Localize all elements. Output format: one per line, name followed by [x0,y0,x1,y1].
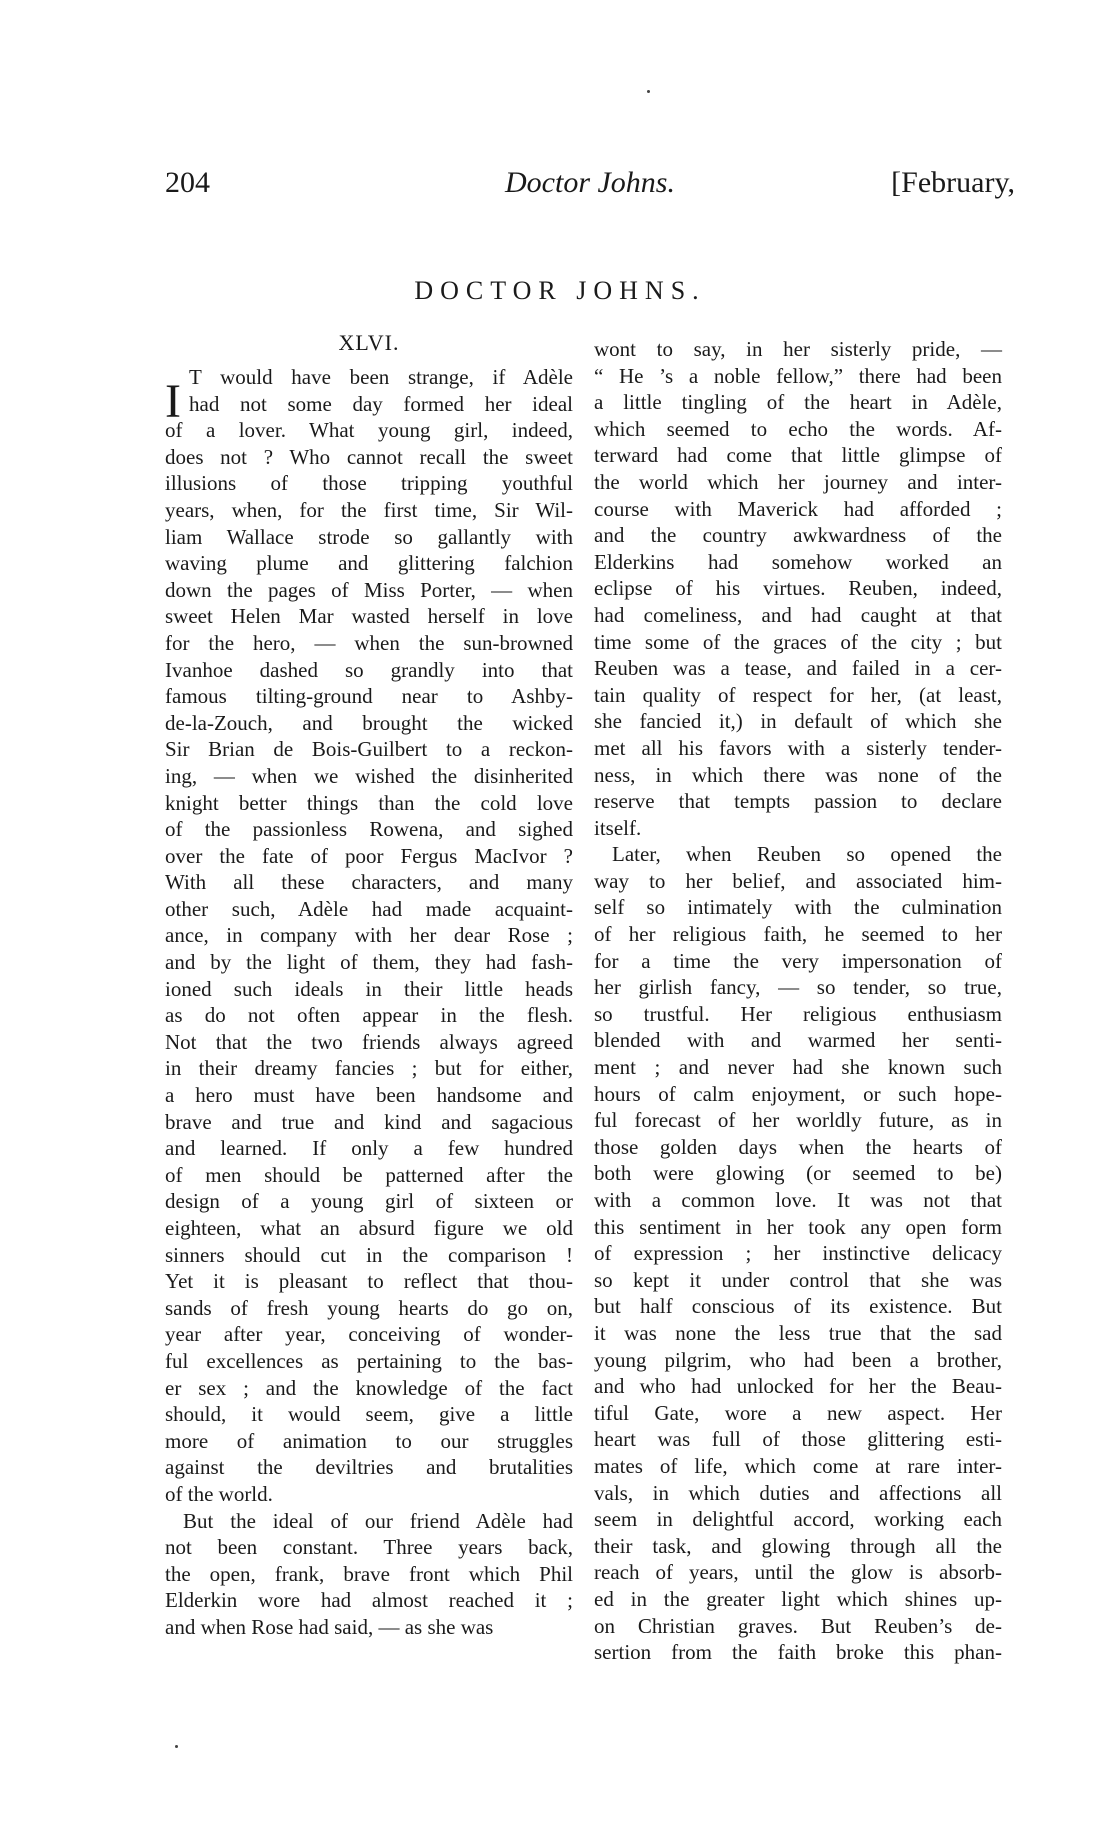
text-line: Yet it is pleasant to reflect that thou- [165,1269,573,1294]
text-line: as do not often appear in the flesh. [165,1003,573,1028]
article-title: DOCTOR JOHNS. [414,276,706,305]
text-line: met all his favors with a sisterly tender- [594,735,1002,760]
text-line: young pilgrim, who had been a brother, [594,1347,1002,1372]
text-line: reserve that tempts passion to declare [594,789,1002,814]
text-line: so kept it under control that she was [594,1267,1002,1292]
text-line: vals, in which duties and affections all [594,1480,1002,1505]
text-line: de-la-Zouch, and brought the wicked [165,710,573,735]
text-line: down the pages of Miss Porter, — when [165,577,573,602]
text-line: her girlish fancy, — so tender, so true, [594,975,1002,1000]
text-line: against the deviltries and brutalities [165,1455,573,1480]
text-line: both were glowing (or seemed to be) [594,1161,1002,1186]
text-line: ful excellences as pertaining to the bas- [165,1348,573,1373]
paper-speck [647,90,650,93]
text-line: waving plume and glittering falchion [165,551,573,576]
text-line: tain quality of respect for her, (at least, [594,682,1002,707]
text-line: over the fate of poor Fergus MacIvor ? [165,843,573,868]
text-line: “ He ’s a noble fellow,” there had been [594,363,1002,388]
text-line: Elderkins had somehow worked an [594,549,1002,574]
text-line: Ivanhoe dashed so grandly into that [165,657,573,682]
text-line: the world which her journey and inter- [594,469,1002,494]
text-line: But the ideal of our friend Adèle had [183,1508,573,1533]
text-line: eclipse of his virtues. Reuben, indeed, [594,576,1002,601]
text-line: Sir Brian de Bois-Guilbert to a reckon- [165,737,573,762]
left-column [165,364,573,1641]
text-line: other such, Adèle had made acquaint- [165,896,573,921]
text-line: itself. [594,815,642,840]
text-line: ment ; and never had she known such [594,1055,1002,1080]
text-line: more of animation to our struggles [165,1428,573,1453]
running-title: Doctor Johns. [505,166,675,199]
right-column [594,336,1002,1666]
text-line: does not ? Who cannot recall the sweet [165,444,573,469]
text-line: of expression ; her instinctive delicacy [594,1241,1002,1266]
text-line: terward had come that little glimpse of [594,443,1002,468]
text-line: self so intimately with the culmination [594,895,1002,920]
text-line: illusions of those tripping youthful [165,471,573,496]
text-line: Elderkin wore had almost reached it ; [165,1588,573,1613]
page-number: 204 [165,166,210,199]
text-line: time some of the graces of the city ; but [594,629,1002,654]
text-line: which seemed to echo the words. Af- [594,416,1002,441]
text-line: ness, in which there was none of the [594,762,1002,787]
text-line: and who had unlocked for her the Beau- [594,1374,1002,1399]
text-line: and by the light of them, they had fash- [165,950,573,975]
text-line: had not some day formed her ideal [189,391,573,416]
text-line: those golden days when the hearts of [594,1134,1002,1159]
text-line: design of a young girl of sixteen or [165,1189,573,1214]
text-line: of a lover. What young girl, indeed, [165,418,573,443]
text-line: eighteen, what an absurd figure we old [165,1216,573,1240]
text-line: er sex ; and the knowledge of the fact [165,1375,573,1400]
text-line: years, when, for the first time, Sir Wil- [165,497,573,522]
paper-speck [175,1745,178,1748]
text-line: of her religious faith, he seemed to her [594,922,1002,947]
text-line: it was none the less true that the sad [594,1320,1002,1345]
text-line: of men should be patterned after the [165,1162,573,1187]
text-line: in their dreamy fancies ; but for either, [165,1056,573,1081]
text-line: tiful Gate, wore a new aspect. Her [594,1400,1002,1425]
text-line: with a common love. It was not that [594,1188,1002,1212]
text-line: famous tilting-ground near to Ashby- [165,684,573,709]
text-line: Reuben was a tease, and failed in a cer- [594,656,1002,681]
text-line: a hero must have been handsome and [165,1083,573,1108]
text-line: so trustful. Her religious enthusiasm [594,1001,1002,1026]
text-line: brave and true and kind and sagacious [165,1109,573,1134]
running-header [165,166,1015,216]
text-line: of the world. [165,1481,273,1506]
text-line: for the hero, — when the sun-browned [165,630,573,655]
text-line: wont to say, in her sisterly pride, — [594,337,1002,361]
text-line: not been constant. Three years back, [165,1535,573,1560]
text-line: seem in delightful accord, working each [594,1507,1002,1532]
text-line: sweet Helen Mar wasted herself in love [165,604,573,629]
chapter-heading: XLVI. [338,330,400,355]
text-line: ance, in company with her dear Rose ; [165,923,573,948]
text-line: the open, frank, brave front which Phil [165,1561,573,1586]
text-line: knight better things than the cold love [165,790,573,815]
drop-cap: I [165,375,181,428]
text-line: for a time the very impersonation of [594,948,1002,973]
text-line: hours of calm enjoyment, or such hope- [594,1081,1002,1106]
text-line: their task, and glowing through all the [594,1533,1002,1558]
text-line: heart was full of those glittering esti- [594,1427,1002,1452]
issue-date: [February, [891,166,1015,199]
text-line: year after year, conceiving of wonder- [165,1322,573,1347]
text-line: should, it would seem, give a little [165,1402,573,1427]
text-line: With all these characters, and many [165,870,573,895]
text-line: reach of years, until the glow is absorb- [594,1560,1002,1585]
text-line: sands of fresh young hearts do go on, [165,1295,573,1320]
text-line: Later, when Reuben so opened the [612,842,1002,867]
text-line: on Christian graves. But Reuben’s de- [594,1613,1002,1638]
text-line: of the passionless Rowena, and sighed [165,817,573,842]
text-line: and learned. If only a few hundred [165,1136,573,1161]
text-line: had comeliness, and had caught at that [594,602,1002,627]
text-line: ioned such ideals in their little heads [165,976,573,1001]
text-line: she fancied it,) in default of which she [594,709,1002,734]
text-line: sertion from the faith broke this phan- [594,1640,1002,1665]
text-line: course with Maverick had afforded ; [594,496,1002,521]
text-line: blended with and warmed her senti- [594,1028,1002,1053]
text-line: a little tingling of the heart in Adèle, [594,390,1002,415]
text-line: way to her belief, and associated him- [594,868,1002,893]
text-line: liam Wallace strode so gallantly with [165,524,573,549]
text-line: ed in the greater light which shines up- [594,1586,1002,1611]
text-line: T would have been strange, if Adèle [189,365,573,389]
text-line: and the country awkwardness of the [594,523,1002,548]
text-line: ful forecast of her worldly future, as in [594,1108,1002,1133]
text-line: and when Rose had said, — as she was [165,1614,494,1639]
text-line: sinners should cut in the comparison ! [165,1242,573,1267]
text-line: Not that the two friends always agreed [165,1029,573,1054]
text-line: this sentiment in her took any open form [594,1214,1002,1239]
text-line: ing, — when we wished the disinherited [165,763,573,788]
text-line: but half conscious of its existence. But [594,1294,1002,1319]
text-line: mates of life, which come at rare inter- [594,1453,1002,1478]
